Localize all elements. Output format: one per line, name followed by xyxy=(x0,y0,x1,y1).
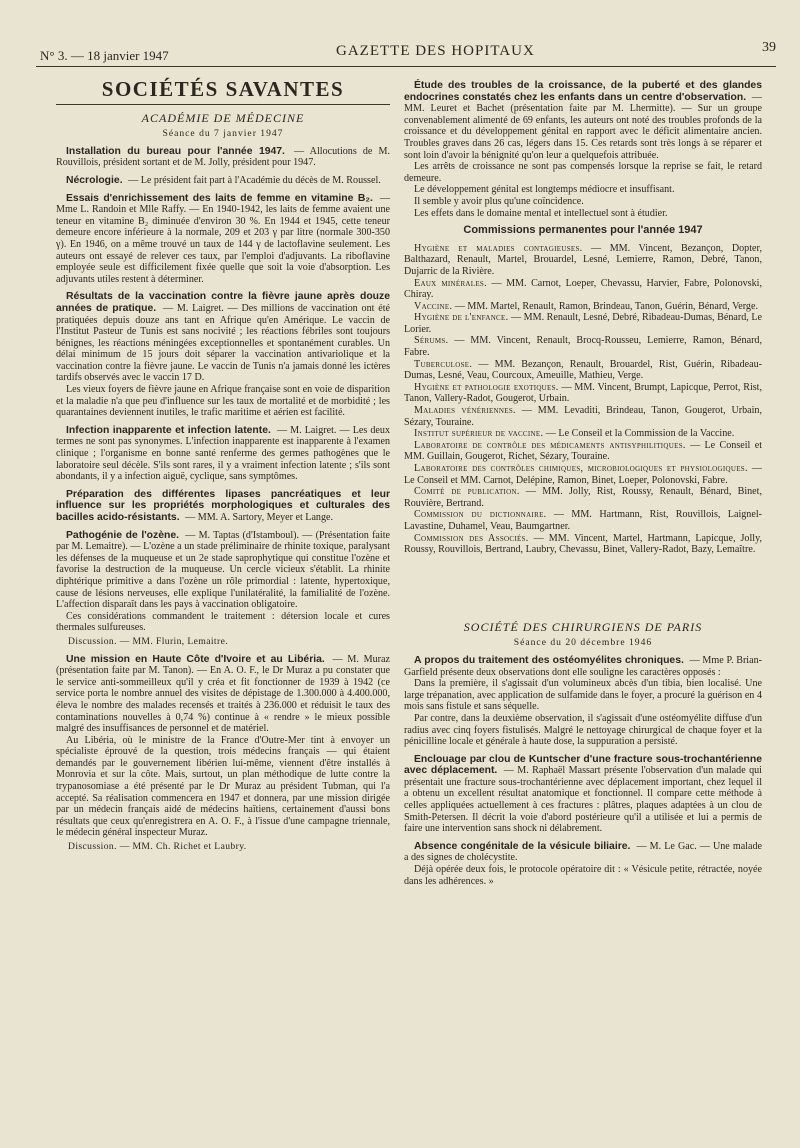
commissions-list xyxy=(404,243,762,556)
article-body: — MM. Leuret et Bachet (présentation faite par M. Lhermitte). — Sur un groupe convenablement alimenté de 69 enfants, les auteurs ont noté des troubles profonds de la croissance et du développement génital en rapport avec le déficit alimentaire ancien. Troubles graves dans 26 cas, légers dans 15. Ces retards sont très longs à se réparer et sont loin d'avoir la bénignité qu'on leur a quelquefois attribuée. xyxy=(404,91,762,161)
article-title: Absence congénitale de la vésicule biliaire. xyxy=(414,840,631,852)
list-item: Laboratoire de contrôle des médicaments antisyphilitiques. — Le Conseil et MM. Guillain, Gougerot, Richet, Sézary, Touraine. xyxy=(404,439,762,463)
article-body: — MM. A. Sartory, Meyer et Lange. xyxy=(182,512,334,523)
discussion-line: Discussion. — MM. Flurin, Lemaitre. xyxy=(68,635,229,647)
article-body: — Allocutions de M. Rouvillois, président sortant et de M. Jolly, président pour 1947. xyxy=(56,145,390,169)
article-lipases xyxy=(56,489,390,524)
list-item: Comité de publication. — MM. Jolly, Rist, Roussy, Renault, Bénard, Binet, Rouvière, Bertrand. xyxy=(404,486,762,509)
session-date: Séance du 7 janvier 1947 xyxy=(162,128,284,140)
article-paragraph: Au Libéria, où le ministre de la France d'Outre-Mer tint à envoyer un spécialiste éprouvé de la question, trois médecins français — qui étaient demandés par le gouvernement libérien lui-même, viennent d'être installés à Monrovia et sur la côte. Mais, surtout, un plan méthodique de lutte contre la trypanosomiase a été présenté par le Dr Muraz au président Tubman, qui l'a accepté. Sa réalisation commencera en 1947 et donnera, par une mission dirigée par un médecin français aidé de médecins haïtiens, certainement d'aussi bons résultats que ceux qu'enregistrera en A. O. F., à l'issue d'une campagne triennale, le médecin général inspecteur Muraz. xyxy=(56,734,390,839)
article-fievre-jaune xyxy=(56,291,390,419)
list-item: Laboratoire des contrôles chimiques, microbiologiques et physiologiques. — Le Conseil et MM. Carnot, Delépine, Ramon, Binet, Loeper, Polonovski, Fabre. xyxy=(404,463,762,486)
list-item: Hygiène de l'enfance. — MM. Renault, Lesné, Debré, Ribadeau-Dumas, Bénard, Le Lorier. xyxy=(404,312,762,335)
right-column xyxy=(404,74,762,887)
article-paragraph: Déjà opérée deux fois, le protocole opératoire dit : « Vésicule petite, rétractée, noyée dans les adhérences. » xyxy=(404,864,762,887)
article-title: Essais d'enrichissement des laits de femme en vitamine B₂. xyxy=(66,192,373,204)
article-body: — M. Laigret. — Des millions de vaccination ont été pratiquées depuis douze ans tant en Afrique qu'en Amérique. Le vaccin de l'Institut Pasteur de Tunis est sans nocivité ; les réactions fébriles sont toujours bénignes, les réactions méningées exceptionnelles et spontanément curables. Un délai minimum de 15 jours doit séparer la vaccination antivariolique et la vaccination contre la fièvre jaune. Le vaccin de Tunis n'a jamais donné les ictères tardifs observés avec le vaccin 17 D. xyxy=(56,302,390,384)
article-title: Étude des troubles de la croissance, de la puberté et des glandes endocrines constatés chez les enfants dans un centre d'observation. xyxy=(404,80,762,103)
list-item: Hygiène et maladies contagieuses. — MM. Vincent, Bezançon, Dopter, Balthazard, Renault, Martel, Brouardel, Lesné, Lemierre, Ramon, Debré, Tanon, Dujarric de la Rivière. xyxy=(404,242,762,277)
list-item: Tuberculose. — MM. Bezançon, Renault, Brouardel, Rist, Guérin, Ribadeau-Dumas, Lesné, Veau, Courcoux, Ameuille, Mathieu, Verge. xyxy=(404,358,762,382)
article-paragraph: Dans la première, il s'agissait d'un volumineux abcès d'un tibia, bien localisé. Une large trépanation, avec application de sulfamide dans le foyer, a procuré la guérison en 4 mois sans fistule et sans séquelle. xyxy=(404,678,762,713)
list-item: Commission du dictionnaire. — MM. Hartmann, Rist, Rouvillois, Laignel-Lavastine, Duhamel, Veau, Baumgartner. xyxy=(404,509,762,532)
section-rubric: SOCIÉTÉS SAVANTES xyxy=(56,74,390,105)
article-cote-ivoire xyxy=(56,654,390,853)
issue-number: N° 3. — 18 janvier 1947 xyxy=(40,48,169,63)
society-name: ACADÉMIE DE MÉDECINE xyxy=(141,110,305,125)
article-title: Préparation des différentes lipases pancréatiques et leur influence sur les propriétés morphologiques et culturales des bacilles acido-résistants. xyxy=(56,488,390,523)
article-body: — M. Le Gac. — Une malade a des signes de cholécystite. xyxy=(404,840,762,864)
list-item: Hygiène et pathologie exotiques. — MM. Vincent, Brumpt, Lapicque, Perrot, Rist, Tanon, Vallery-Radot, Gougerot, Urbain. xyxy=(404,381,763,405)
article-title: Installation du bureau pour l'année 1947. xyxy=(66,145,285,157)
session-date: Séance du 20 décembre 1946 xyxy=(513,637,653,649)
discussion-line: Discussion. — MM. Ch. Richet et Laubry. xyxy=(68,841,247,853)
article-title: Infection inapparente et infection latente. xyxy=(66,424,271,436)
article-infection xyxy=(56,425,390,483)
list-item: Commission des Associés. — MM. Vincent, Martel, Hartmann, Lapicque, Jolly, Roussy, Rouvillois, Bertrand, Laubry, Chevassu, Binet, Vallery-Radot, Bazy, Lemaître. xyxy=(404,532,763,556)
section-spacer xyxy=(404,556,762,616)
article-title: Enclouage par clou de Kuntscher d'une fracture sous-trochantérienne avec déplacement. xyxy=(404,753,762,777)
list-item: Eaux minérales. — MM. Carnot, Loeper, Chevassu, Harvier, Fabre, Polonovski, Chiray. xyxy=(404,277,762,301)
article-osteomyelites xyxy=(404,655,762,748)
article-body: — M. Raphaël Massart présente l'observation d'un malade qui présentait une fracture sous-trochantérienne avec déplacement important, chez lequel il a obtenu un excellent résultat anatomique et fonctionnel. Il compare cette méthode à celles appliquées actuellement à ces fractures : plâtres, plaques adaptées à un clou de Smith-Petersen. Il décrit la voie d'abord postérieure qu'il a utilisée et lui a permis de faire une intervention sans shock ni délabrement. xyxy=(404,765,762,835)
article-paragraph: Le développement génital est longtemps médiocre et insuffisant. xyxy=(414,184,675,196)
article-croissance xyxy=(404,80,762,219)
article-body: — Mme P. Brian-Garfield présente deux observations dont elle souligne les caractères opposés : xyxy=(404,654,762,678)
article-title: Nécrologie. xyxy=(66,174,123,186)
article-paragraph: Par contre, dans la deuxième observation, il s'agissait d'une ostéomyélite diffuse d'un radius avec cinq foyers fistulisés. Malgré le nettoyage chirurgical de chaque foyer et la pénicilline locale et générale à haute dose, la suppuration a persisté. xyxy=(404,712,762,748)
list-item: Maladies vénériennes. — MM. Levaditi, Brindeau, Tanon, Gougerot, Urbain, Sézary, Touraine. xyxy=(404,405,763,428)
article-paragraph: Les arrêts de croissance ne sont pas compensés lorsque la reprise se fait, le retard demeure. xyxy=(404,161,762,184)
article-title: A propos du traitement des ostéomyélites chroniques. xyxy=(414,654,684,666)
society-name: SOCIÉTÉ DES CHIRURGIENS DE PARIS xyxy=(463,619,703,634)
article-body: — M. Muraz (présentation faite par M. Tanon). — En A. O. F., le Dr Muraz a pu constater que le service anti-sommeilleux qu'il y créa et fit fonctionner de 1939 à 1942 (ce service porta le nombre annuel des visites de dépistage de 1.300.000 à 4.400.000, éleva le nombre des malades recensés et traités à 236.000 et réduisit le taux des contaminations nouvelles à 0,74 %) continue à « rendre » le mieux possible malgré des insuffisances de personnel et de matériel. xyxy=(56,653,390,735)
article-paragraph: Il semble y avoir plus qu'une coïncidence. xyxy=(414,195,584,207)
article-installation xyxy=(56,146,390,169)
article-laits xyxy=(56,193,390,286)
article-title: Résultats de la vaccination contre la fièvre jaune après douze années de pratique. xyxy=(56,291,390,314)
list-item: Vaccine. — MM. Martel, Renault, Ramon, Brindeau, Tanon, Guérin, Bénard, Verge. xyxy=(414,300,758,312)
article-vesicule xyxy=(404,841,762,887)
article-title: Une mission en Haute Côte d'Ivoire et au Libéria. xyxy=(66,653,325,665)
article-body: — Mme L. Randoin et Mlle Raffy. — En 1940-1942, les laits de femme avaient une teneur en vitamine B₂ diminuée d'environ 30 %. En 1944 et 1945, cette teneur demeure encore inférieure à la normale, 209 et 203 γ par litre (normale 300-350 γ). En 1946, on a même trouvé un taux de 144 γ de lactoflavine seulement. Les auteurs ont essayé de relever ces taux, par l'emploi d'adjuvants. La riboflavine employée seule est difficilement fixée quelle que soit la voie d'absorption. Les adjuvants utiles restent à déterminer. xyxy=(56,192,390,285)
list-item: Institut supérieur de vaccine. — Le Conseil et la Commission de la Vaccine. xyxy=(414,428,735,440)
page-number: 39 xyxy=(762,40,776,55)
article-ozene xyxy=(56,530,390,648)
article-paragraph: Ces considérations commandent le traitement : détersion locale et cures thermales sulfureuses. xyxy=(56,610,390,634)
article-body: — Le président fait part à l'Académie du décès de M. Roussel. xyxy=(125,174,381,186)
commissions-heading: Commissions permanentes pour l'année 1947 xyxy=(463,224,703,237)
article-kuntscher xyxy=(404,754,762,835)
article-paragraph: Les effets dans le domaine mental et intellectuel sont à étudier. xyxy=(414,207,668,219)
article-body: — M. Laigret. — Les deux termes ne sont pas synonymes. L'infection inapparente est inapparente à l'examen clinique ; l'organisme en bonne santé renferme des germes pathogènes que le laboratoire seul décèle. S'ils sont rares, il y a vraiment infection latente ; s'ils sont abondants, il y a infection aiguë, cyclique, sans symptômes. xyxy=(56,424,390,483)
article-body: — M. Taptas (d'Istamboul). — (Présentation faite par M. Lemaitre). — L'ozène a un stade préliminaire de rhinite toxique, paralysant les défenses de la muqueuse et un 2e stade saprophytique qui constitue l'ozène et favorise la destruction de la muqueuse. Un cercle vicieux s'établit. La rhinite diphtérique primitive a dans l'ozène un rôle primordial : latente, hypertoxique, cause de lésions nerveuses, elle explique l'unilatéralité, la familialité de l'ozène. L'affection disparaît dans les pays à vaccination obligatoire. xyxy=(56,529,390,611)
article-necrologie xyxy=(56,175,390,187)
article-paragraph: Les vieux foyers de fièvre jaune en Afrique française sont en voie de disparition et la maladie n'a que peu d'influence sur les taux de mortalité et de morbidité ; les quarantaines deviennent inutiles, le trafic maritime et aérien est facilité. xyxy=(56,384,390,419)
article-title: Pathogénie de l'ozène. xyxy=(66,529,180,541)
left-column xyxy=(56,74,390,853)
journal-title: GAZETTE DES HOPITAUX xyxy=(336,43,535,59)
running-header xyxy=(36,40,776,67)
list-item: Sérums. — MM. Vincent, Renault, Brocq-Rousseu, Lemierre, Ramon, Bénard, Fabre. xyxy=(404,335,762,359)
